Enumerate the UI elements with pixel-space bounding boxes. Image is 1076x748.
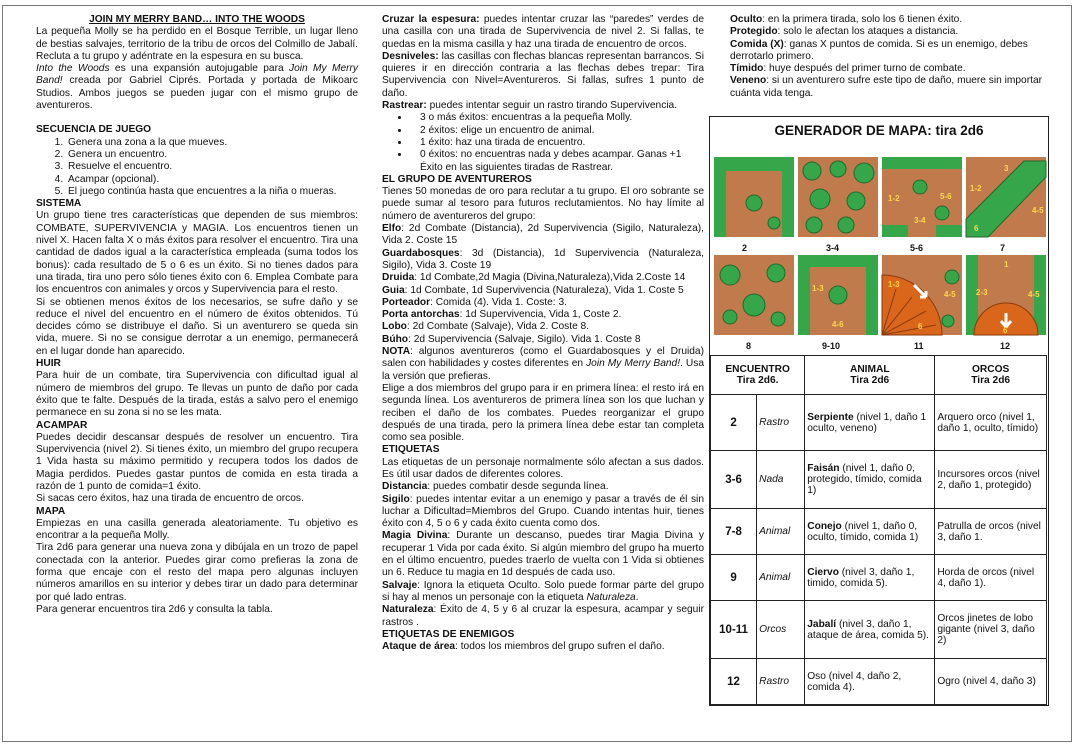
unit-stats: : 1d Combate, 1d Supervivencia (Naturaleza), Vida 1. Coste 5 [404, 284, 684, 296]
column-2 [382, 14, 704, 653]
rule-slopes [382, 51, 704, 100]
unit-name: Búho [382, 333, 409, 345]
tile-number: 1-2 [888, 194, 900, 203]
animal-stats: (nivel 1, daño 0, protegido, tímido, comida 1) [807, 463, 922, 496]
orc-cell: Incursores orcos (nivel 2, daño 1, protegido) [935, 451, 1047, 509]
tile-number: 4-6 [832, 320, 844, 329]
enemy-tag-entry [730, 39, 1052, 64]
enemy-tag-entry [730, 26, 1052, 38]
roll-cell: 3-6 [711, 451, 757, 509]
unit-name: Guia [382, 284, 405, 296]
tag-name: Veneno [730, 75, 767, 87]
party-paragraph: Tienes 50 monedas de oro para reclutar a tu grupo. El oro sobrante se puede sumar al tesoro para futuros reclutamientos. No hay límite al número de aventureros del grupo: [382, 186, 704, 222]
heading-system: SISTEMA [36, 198, 82, 210]
tag-name: Comida (X) [730, 38, 784, 50]
table-row [711, 509, 1047, 555]
map-tile-5-6 [882, 157, 962, 237]
animal-stats: Oso (nivel 4, daño 2, comida 4). [807, 670, 902, 693]
tag-text: : si un aventurero sufre este tipo de daño, muere sin importar cuánta vida tenga. [730, 75, 1043, 99]
orc-cell: Patrulla de orcos (nivel 3, daño 1. [935, 509, 1047, 555]
type-cell: Orcos [757, 601, 805, 659]
header-line: ORCOS [971, 364, 1010, 375]
unit-entry [382, 334, 704, 346]
intro-credits [36, 63, 358, 112]
list-item: 5. El juego continúa hasta que encuentres a la niña o mueras. [66, 186, 358, 198]
tag-name: Oculto [730, 14, 763, 25]
tile-number: 3-4 [914, 216, 926, 225]
map-tile-9-10 [798, 255, 878, 335]
animal-cell [805, 509, 935, 555]
tile-number: 6 [974, 224, 979, 233]
rule-track-label: Rastrear: [382, 100, 427, 112]
column-3 [730, 14, 1052, 100]
expansion-title: Into the Woods [36, 63, 110, 75]
tag-text: : Ignora la etiqueta Oculto. Solo puede formar parte del grupo si hay al menos un personaje con la etiqueta [382, 579, 704, 603]
page-title: JOIN MY MERRY BAND… INTO THE WOODS [89, 14, 305, 25]
note-text-1: : algunos aventureros (como el Guardabosques y el Druida) salen con habilidades y costes diferentes en [382, 346, 704, 370]
unit-stats: : 2d Supervivencia (Salvaje, Sigilo). Vida 1. Coste 8 [408, 333, 641, 345]
encounter-table [710, 355, 1047, 705]
orc-cell: Arquero orco (nivel 1, daño 1, oculto, tímido) [935, 395, 1047, 451]
map-tile-8 [714, 255, 794, 335]
animal-name: Serpiente [807, 411, 854, 423]
tile-number: 1-3 [812, 284, 824, 293]
tile-number: 1-2 [970, 184, 982, 193]
animal-cell [805, 601, 935, 659]
system-paragraph-2: Si se obtienen menos éxitos de los necesarios, se sufre daño y se reduce el nivel del encuentro en el número de éxitos obtenidos. Tú decides cómo se distribuye el daño. Si un aventurero se queda sin vida, muere. Si no se consigue derrotar a un enemigo, permanecerá en el lugar donde han aparecido. [36, 296, 358, 357]
tag-text: : solo le afectan los ataques a distancia. [777, 26, 959, 38]
enemy-tag-entry [730, 63, 1052, 75]
animal-stats: (nivel 3, daño 1, ataque de área, comida 5). [807, 618, 929, 641]
animal-cell [805, 659, 935, 705]
unit-name: Guardabosques [382, 247, 460, 259]
flee-paragraph: Para huir de un combate, tira Supervivencia con dificultad igual al número de miembros del grupo. Te llevas un punto de daño por cada éxito que te falte. Después de la tirada, estás a salvo pero el enemigo permanece en su zona si no se les mata. [36, 370, 358, 419]
header-animal [805, 356, 935, 395]
tile-label: 11 [914, 341, 924, 351]
generator-title: GENERADOR DE MAPA: tira 2d6 [774, 123, 984, 138]
map-tile-7 [966, 157, 1046, 237]
type-cell: Rastro [757, 659, 805, 705]
header-line: Tira 2d6 [850, 375, 890, 386]
unit-stats: : 1d Combate,2d Magia (Divina,Naturaleza),Vida 2.Coste 14 [414, 272, 686, 284]
tag-text: : en la primera tirada, solo los 6 tienen éxito. [762, 14, 963, 25]
tile-number: 6 [1003, 326, 1008, 335]
type-cell: Nada [757, 451, 805, 509]
header-line: ENCUENTRO [725, 364, 790, 375]
unit-name: Lobo [382, 321, 407, 333]
animal-stats: (nivel 3, daño 1, timido, comida 5). [807, 566, 915, 589]
type-cell: Animal [757, 555, 805, 601]
tile-number: 4-5 [1032, 206, 1044, 215]
unit-stats: : 3d (Distancia), 1d Supervivencia (Naturaleza, Sigilo), Vida 3. Coste 19 [382, 247, 704, 271]
orc-cell: Horda de orcos (nivel 4, daño 1). [935, 555, 1047, 601]
map-tile-12 [966, 255, 1046, 335]
tags-paragraph: Las etiquetas de un personaje normalmente sólo afectan a sus dados. Es útil usar dados de diferentes colores. [382, 456, 704, 480]
unit-entry [382, 272, 704, 284]
tag-name: Ataque de área [382, 641, 456, 653]
intro-paragraph: La pequeña Molly se ha perdido en el Bosque Terrible, un lugar lleno de bestias salvajes, territorio de la tribu de orcos del Colmillo de Jabalí. Recluta a tu grupo y adéntrate en la espesura en su busca. [36, 26, 358, 62]
table-header-row [711, 356, 1047, 395]
note-label: NOTA [382, 346, 411, 358]
roll-cell: 12 [711, 659, 757, 705]
tag-text: : ganas X puntos de comida. Si es un enemigo, debes derrotarlo primero. [730, 38, 1028, 62]
tag-name: Sigilo [382, 493, 410, 505]
unit-stats: : Comida (4). Vida 1. Coste: 3. [430, 296, 567, 308]
unit-name: Porta antorchas [382, 309, 460, 321]
tag-name: Magia Divina [382, 530, 448, 542]
tile-number: 1 [1004, 260, 1009, 269]
roll-cell: 10-11 [711, 601, 757, 659]
tile-number: 3 [1004, 164, 1009, 173]
rule-slopes-label: Desniveles: [382, 50, 439, 62]
tag-text: : Durante un descanso, puedes tirar Magia Divina y recuperar 1 Vida por cada éxito. Si algún miembro del grupo ha muerto en el último encuentro, puedes traerlo de vuelta con 1 Vida si obtienes un 6. Reduce tu magia en 1d después de cada uso. [382, 530, 704, 579]
tag-entry [382, 481, 704, 493]
unit-name: Elfo [382, 223, 402, 235]
credits-text-1: es una expansión autojugable para [109, 63, 289, 75]
animal-name: Jabalí [807, 618, 837, 630]
list-item: 3. Resuelve el encuentro. [66, 161, 358, 173]
header-orcs [935, 356, 1047, 395]
animal-name: Conejo [807, 520, 842, 532]
list-item: 1. Genera una zona a la que mueves. [66, 137, 358, 149]
type-cell: Rastro [757, 395, 805, 451]
orc-cell: Ogro (nivel 4, daño 3) [935, 659, 1047, 705]
animal-cell [805, 451, 935, 509]
tag-name: Tímido [730, 63, 764, 75]
unit-entry [382, 285, 704, 297]
list-item: 4. Acampar (opcional). [66, 174, 358, 186]
header-line: ANIMAL [849, 364, 890, 375]
tile-label: 2 [742, 243, 748, 253]
unit-name: Druida [382, 272, 415, 284]
heading-flee: HUIR [36, 358, 61, 370]
rule-track [382, 100, 704, 112]
map-tile-3-4 [798, 157, 878, 237]
system-paragraph-1: Un grupo tiene tres características que dependen de sus miembros: COMBATE, SUPERVIVENCIA y MAGIA. Los encuentros tienen un nivel X. Hacen falta X o más éxitos para resolver el encuentro. Tira una cantidad de dados igual a la característica empleada (suma todos los bonus): cada resultado de 5 o 6 es un éxito. Si no tienes dados para una tirada, tira uno pero sólo tienes éxito con 6. Emplea Combate para los encuentros con animales y orcos y Supervivencia para el resto. [36, 210, 358, 296]
tile-label: 5-6 [910, 243, 924, 253]
tag-text-end: . [635, 591, 639, 603]
tag-text: : Éxito de 4, 5 y 6 al cruzar la espesura, acampar y seguir rastros . [382, 604, 704, 628]
front-line-paragraph: Elige a dos miembros del grupo para ir en primera línea: el resto irá en segunda línea. Los aventureros de primera línea son los que luchan y reciben el daño de los combates. Puedes reorganizar el grupo después de una tirada, pero la primera línea debe estar tan completa como sea posible. [382, 382, 704, 444]
column-1 [36, 14, 358, 616]
unit-entry [382, 248, 704, 273]
rule-slopes-text: las casillas con flechas blancas representan barrancos. Si quieres ir en dirección contraria a las flechas debes trepar: Tira Supervivencia con Nivel=Aventureros. Si fallas, sufres 1 punto de daño. [382, 50, 704, 99]
animal-name: Faisán [807, 463, 840, 474]
tile-label: 7 [1000, 243, 1006, 253]
tag-entry [382, 494, 704, 531]
unit-stats: : 2d Combate (Distancia), 2d Supervivencia (Sigilo, Naturaleza), Vida 2. Coste 15 [382, 223, 704, 247]
unit-entry [382, 321, 704, 333]
list-item: • 3 o más éxitos: encuentras a la pequeña Molly. [410, 112, 704, 124]
tag-name: Protegido [730, 26, 778, 38]
sequence-list [36, 137, 358, 198]
map-tile-2 [714, 157, 794, 237]
table-row [711, 601, 1047, 659]
tag-name: Distancia [382, 481, 428, 493]
rule-cross-label: Cruzar la espesura: [382, 14, 480, 25]
tile-number: 2-3 [976, 288, 988, 297]
list-item: • 0 éxitos: no encuentras nada y debes acampar. Ganas +1 Éxito en las siguientes tiradas de Rastrear. [410, 149, 704, 174]
tag-entry [382, 580, 704, 605]
unit-entry [382, 309, 704, 321]
map-tiles [710, 151, 1047, 351]
heading-party: EL GRUPO DE AVENTUREROS [382, 173, 532, 185]
header-encounter [711, 356, 805, 395]
enemy-tag-entry [730, 14, 1052, 26]
type-cell: Animal [757, 509, 805, 555]
header-line: Tira 2d6 [971, 375, 1011, 386]
camp-paragraph-1: Puedes decidir descansar después de resolver un encuentro. Tira Supervivencia (nivel 2). Si tienes éxito, un miembro del grupo recupera 1 Vida hasta su máximo permitido y recupera todos los dados de Magia perdidos. Puedes gastar puntos de comida en esta tirada a razón de 1 punto de comida=1 éxito. [36, 431, 358, 492]
rule-cross [382, 14, 704, 51]
tile-label: 12 [1000, 341, 1011, 351]
animal-cell [805, 395, 935, 451]
heading-tags: ETIQUETAS [382, 444, 440, 456]
roll-cell: 7-8 [711, 509, 757, 555]
enemy-tag-entry [730, 75, 1052, 100]
tile-label: 8 [746, 341, 752, 351]
roll-cell: 2 [711, 395, 757, 451]
table-row [711, 555, 1047, 601]
note-text-2: . Usa la versión que prefieras. [382, 358, 705, 382]
table-row [711, 395, 1047, 451]
rule-cross-text: puedes intentar cruzar las “paredes” verdes de una casilla con una tirada de Supervivencia de nivel 2. Si fallas, te quedas en la misma casilla y haz una tirada de encuentro de orcos. [382, 14, 704, 50]
list-item: • 2 éxitos: elige un encuentro de animal. [410, 125, 704, 137]
tile-number: 4-5 [1028, 290, 1040, 299]
tag-text: : huye después del primer turno de combate. [763, 63, 966, 75]
tag-text: : puedes intentar evitar a un enemigo y pasar a través de él sin luchar a Dificultad=Miembros del Grupo. Cuando intentas huir, tienes éxito con 4, 5 o 6 y cada éxito cuenta como dos. [382, 493, 704, 530]
map-paragraph-3: Para generar encuentros tira 2d6 y consulta la tabla. [36, 603, 273, 615]
map-paragraph-1: Empiezas en una casilla generada aleatoriamente. Tu objetivo es encontrar a la pequeña Molly. [36, 517, 358, 542]
camp-paragraph-2: Si sacas cero éxitos, haz una tirada de encuentro de orcos. [36, 493, 304, 505]
animal-stats: (nivel 1, daño 0, oculto, tímido, comida 1) [807, 520, 919, 543]
tile-number: 5-6 [940, 192, 952, 201]
list-item: • 1 éxito: haz una tirada de encuentro. [410, 137, 704, 149]
heading-camp: ACAMPAR [36, 419, 88, 431]
tag-text: : puedes combatir desde segunda línea. [427, 481, 609, 493]
tag-entry [382, 604, 704, 629]
animal-name: Ciervo [807, 566, 839, 578]
rule-track-text: puedes intentar seguir un rastro tirando Supervivencia. [426, 100, 678, 112]
list-item: 2. Genera un encuentro. [66, 149, 358, 161]
credits-text-2: creada por Gabriel Ciprés. Portada y portada de Mikoarc Studios. Ambos juegos se pueden jugar con el mismo grupo de aventureros. [36, 75, 358, 112]
tile-number: 1-3 [888, 280, 900, 289]
animal-stats: (nivel 1, daño 1 oculto, veneno) [807, 411, 927, 434]
table-row [711, 659, 1047, 705]
heading-sequence: SECUENCIA DE JUEGO [36, 124, 152, 136]
animal-cell [805, 555, 935, 601]
unit-entry [382, 223, 704, 248]
header-line: Tira 2d6. [736, 375, 779, 386]
note-game-title: Join My Merry Band! [586, 358, 681, 370]
unit-entry [382, 297, 704, 309]
orc-cell: Orcos jinetes de lobo gigante (nivel 3, daño 2) [935, 601, 1047, 659]
tag-entry [382, 530, 704, 579]
note-paragraph [382, 346, 704, 383]
tile-number: 4-5 [944, 290, 956, 299]
tile-label: 3-4 [826, 243, 840, 253]
map-generator-box [709, 116, 1049, 706]
tag-name: Naturaleza [382, 604, 434, 616]
unit-name: Porteador [382, 296, 431, 308]
base-game-title: Join My Merry Band! [36, 63, 358, 87]
table-row [711, 451, 1047, 509]
map-paragraph-2: Tira 2d6 para generar una nueva zona y dibújala en un trozo de papel conectada con la anterior. Puedes girar como prefieras la zona de forma que encaje con el resto del mapa pero algunas incluyen números amarillos en su interior y debes tirar un dado para determinar por qué lado entras. [36, 542, 358, 603]
tag-name: Salvaje [382, 579, 418, 591]
heading-map: MAPA [36, 505, 66, 517]
tag-text: : todos los miembros del grupo sufren el daño. [455, 641, 665, 653]
tag-italic: Naturaleza [586, 591, 636, 603]
track-list [382, 112, 704, 173]
unit-stats: : 1d Supervivencia, Vida 1, Coste 2. [459, 309, 622, 321]
heading-enemy-tags: ETIQUETAS DE ENEMIGOS [382, 628, 515, 640]
roll-cell: 9 [711, 555, 757, 601]
tag-entry [382, 641, 704, 653]
tile-number: 6 [918, 322, 923, 331]
tile-label: 9-10 [822, 341, 841, 351]
unit-stats: : 2d Combate (Salvaje), Vida 2. Coste 8. [406, 321, 590, 333]
map-tile-11 [882, 255, 962, 335]
